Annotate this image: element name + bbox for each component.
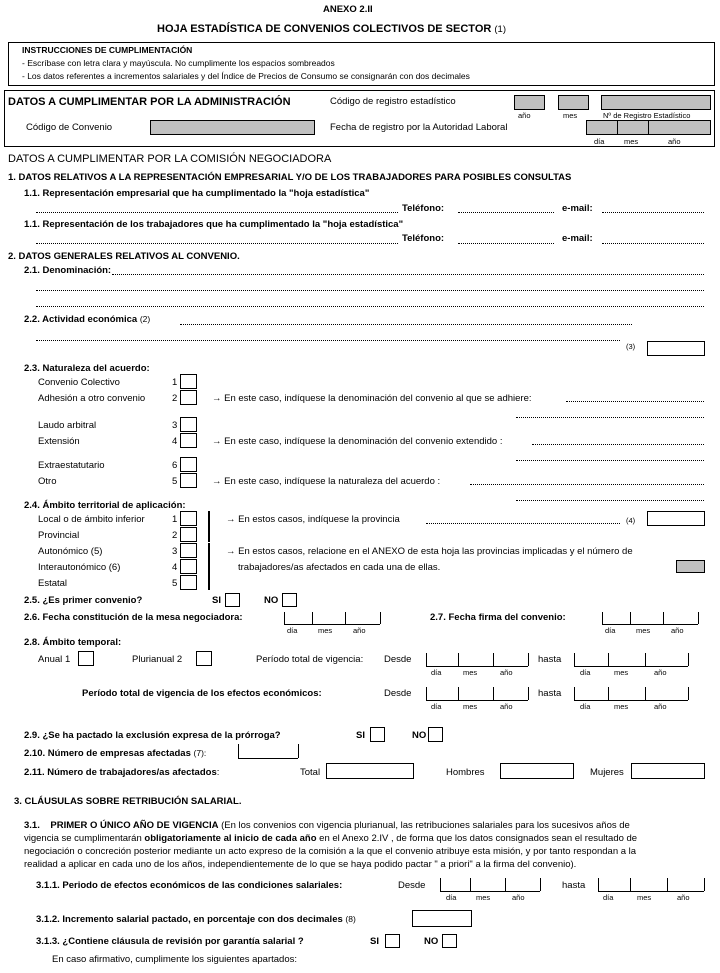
- instructions-line-1: - Escríbase con letra clara y mayúscula. No cumplimente los espacios sombreados: [22, 58, 335, 68]
- s2-heading: 2. DATOS GENERALES RELATIVOS AL CONVENIO.: [8, 251, 240, 262]
- amb-province-box[interactable]: [647, 511, 705, 526]
- q25-no-checkbox[interactable]: [282, 593, 297, 607]
- s3-p1-text1: (En los convenios con vigencia plurianual, las retribuciones salariales para los sucesivos años de: [218, 820, 630, 831]
- q24-label: 2.4. Ámbito territorial de aplicación:: [24, 500, 186, 511]
- reg-date-year-caption: año: [668, 137, 681, 146]
- q311-hasta-label: hasta: [562, 880, 586, 891]
- q311-desde-field[interactable]: [440, 891, 540, 892]
- q210-text: 2.10. Número de empresas afectadas: [24, 748, 191, 759]
- s3-heading: 3. CLÁUSULAS SOBRE RETRIBUCIÓN SALARIAL.: [14, 796, 242, 807]
- anual-num: 1: [64, 654, 71, 665]
- amb-province-line[interactable]: [426, 523, 620, 524]
- page-title-text: HOJA ESTADÍSTICA DE CONVENIOS COLECTIVOS DE SECTOR: [157, 23, 492, 35]
- reg-code-number-field[interactable]: [601, 95, 711, 110]
- q29-no-checkbox[interactable]: [428, 727, 443, 742]
- periodo-desde-field[interactable]: [426, 666, 528, 667]
- s1-q2-email-label: e-mail:: [562, 233, 593, 244]
- plurianual-checkbox[interactable]: [196, 651, 212, 666]
- instructions-line-2: - Los datos referentes a incrementos salariales y del Índice de Precios de Consumo se consignarán con dos decimales: [22, 71, 470, 81]
- q313-yes-checkbox[interactable]: [385, 934, 400, 948]
- s1-heading: 1. DATOS RELATIVOS A LA REPRESENTACIÓN EMPRESARIAL Y/O DE LOS TRABAJADORES PARA POSIBLES CONSULTAS: [8, 172, 572, 183]
- q26-day-caption: día: [287, 626, 298, 635]
- s3-p1-line-4: realidad a aplicar en cada uno de los años, independientemente de lo que se haya podido pactar " a priori" a la firma del convenio).: [24, 859, 577, 870]
- q21-line-1[interactable]: [112, 274, 704, 275]
- conv-code-field[interactable]: [150, 120, 315, 135]
- total-label: Total: [300, 767, 321, 778]
- periodo-eco-label: Período total de vigencia de los efectos económicos:: [82, 688, 322, 699]
- reg-number-caption: Nº de Registro Estadístico: [603, 111, 691, 120]
- nat-num-1: 1: [172, 377, 178, 388]
- q27-day-caption: día: [605, 626, 616, 635]
- eco-desde-field[interactable]: [426, 700, 528, 701]
- q313-no-checkbox[interactable]: [442, 934, 457, 948]
- s1-q1-email-label: e-mail:: [562, 203, 593, 214]
- hombres-label: Hombres: [446, 767, 485, 778]
- title-note: (1): [494, 24, 507, 35]
- q211-colon: :: [216, 767, 220, 778]
- q26-year-caption: año: [353, 626, 366, 635]
- note-4: (4): [626, 516, 636, 525]
- q21-label: 2.1. Denominación:: [24, 265, 112, 276]
- reg-date-month-caption: mes: [624, 137, 639, 146]
- amb-num-1: 1: [172, 514, 178, 525]
- eco-hasta-year: año: [654, 702, 667, 711]
- amb-num-4: 4: [172, 562, 178, 573]
- mujeres-field[interactable]: [631, 763, 705, 779]
- amb-label-interautonomico: Interautonómico (6): [38, 562, 121, 573]
- amb-num-3: 3: [172, 546, 178, 557]
- page-title: [157, 23, 506, 35]
- s3-p1-line-1: [24, 820, 714, 831]
- reg-code-year-field[interactable]: [514, 95, 545, 110]
- q25-label: 2.5. ¿Es primer convenio?: [24, 595, 143, 606]
- eco-desde-month: mes: [463, 702, 478, 711]
- q26-date-field[interactable]: [284, 624, 380, 625]
- amb-bracket-2: [208, 543, 210, 590]
- total-field[interactable]: [326, 763, 414, 779]
- q25-yes-label: SI: [212, 595, 221, 606]
- q27-label: 2.7. Fecha firma del convenio:: [430, 612, 566, 623]
- s1-q2-email-line[interactable]: [602, 243, 704, 244]
- eco-hasta-label: hasta: [538, 688, 562, 699]
- nat-num-5: 5: [172, 476, 178, 487]
- nat-checkbox-3[interactable]: [180, 417, 197, 432]
- periodo-hasta-year: año: [654, 668, 667, 677]
- q29-no-label: NO: [412, 730, 427, 741]
- nat-note-4-line-1[interactable]: [532, 444, 704, 445]
- nat-note-4-line-2[interactable]: [516, 460, 704, 461]
- q210-field[interactable]: [238, 758, 298, 759]
- plurianual-num: 2: [176, 654, 183, 665]
- nat-num-2: 2: [172, 393, 178, 404]
- q313-label: 3.1.3. ¿Contiene cláusula de revisión por garantía salarial ?: [36, 936, 304, 947]
- q210-note: (7):: [193, 748, 207, 758]
- plurianual-text: Plurianual: [132, 654, 175, 665]
- q311-label: 3.1.1. Periodo de efectos económicos de las condiciones salariales:: [36, 880, 343, 891]
- anual-checkbox[interactable]: [78, 651, 94, 666]
- nat-note-5: → En este caso, indíquese la naturaleza del acuerdo :: [212, 476, 441, 487]
- reg-month-caption: mes: [563, 111, 578, 120]
- q311-desde-month: mes: [476, 893, 491, 902]
- amb-num-5: 5: [172, 578, 178, 589]
- plurianual-label: [132, 654, 182, 665]
- periodo-hasta-month: mes: [614, 668, 629, 677]
- s3-p1-text2a: vigencia se cumplimentarán: [24, 833, 145, 844]
- q25-no-label: NO: [264, 595, 279, 606]
- q311-hasta-month: mes: [637, 893, 652, 902]
- s3-p1-text2b: obligatoriamente al inicio de cada año: [144, 833, 317, 844]
- amb-label-estatal: Estatal: [38, 578, 68, 589]
- nat-note-5-line-1[interactable]: [470, 484, 704, 485]
- s1-q1-phone-label: Teléfono:: [402, 203, 445, 214]
- q311-desde-day: día: [446, 893, 457, 902]
- q29-yes-label: SI: [356, 730, 365, 741]
- annex-label: ANEXO 2.II: [323, 4, 373, 15]
- periodo-desde-label: Desde: [384, 654, 412, 665]
- q26-label: 2.6. Fecha constitución de la mesa negociadora:: [24, 612, 243, 623]
- q311-hasta-day: día: [603, 893, 614, 902]
- nat-num-3: 3: [172, 420, 178, 431]
- q22-line-1[interactable]: [180, 324, 632, 325]
- eco-hasta-day: día: [580, 702, 591, 711]
- q311-hasta-field[interactable]: [598, 891, 704, 892]
- q27-year-caption: año: [671, 626, 684, 635]
- nat-label-extraestatutario: Extraestatutario: [38, 460, 105, 471]
- q210-label: [24, 748, 206, 759]
- q313-no-label: NO: [424, 936, 439, 947]
- periodo-hasta-field[interactable]: [574, 666, 688, 667]
- q22-text: 2.2. Actividad económica: [24, 314, 138, 325]
- amb-note-3a: → En estos casos, relacione en el ANEXO de esta hoja las provincias implicadas y el número de: [226, 546, 633, 557]
- amb-note-3b: trabajadores/as afectados en cada una de ellas.: [238, 562, 441, 573]
- note-3: (3): [626, 342, 636, 351]
- s1-q2-phone-label: Teléfono:: [402, 233, 445, 244]
- anual-text: Anual: [38, 654, 63, 665]
- amb-checkbox-3[interactable]: [180, 543, 197, 558]
- reg-year-caption: año: [518, 111, 531, 120]
- nat-checkbox-4[interactable]: [180, 433, 197, 448]
- q23-label: 2.3. Naturaleza del acuerdo:: [24, 363, 150, 374]
- s1-q1-phone-line[interactable]: [458, 212, 554, 213]
- eco-desde-day: día: [431, 702, 442, 711]
- s3-p1-title: PRIMER O ÚNICO AÑO DE VIGENCIA: [50, 820, 219, 831]
- q27-month-caption: mes: [636, 626, 651, 635]
- amb-checkbox-2[interactable]: [180, 527, 197, 542]
- q26-month-caption: mes: [318, 626, 333, 635]
- q311-desde-year: año: [512, 893, 525, 902]
- s1-q1-email-line[interactable]: [602, 212, 704, 213]
- nat-note-2-line-1[interactable]: [566, 401, 704, 402]
- s1-q1-name-line[interactable]: [36, 212, 398, 213]
- q22-line-2[interactable]: [36, 340, 620, 341]
- q22-label: [24, 314, 150, 325]
- conv-code-label: Código de Convenio: [26, 122, 113, 133]
- q312-note: (8): [345, 914, 356, 924]
- eco-hasta-field[interactable]: [574, 700, 688, 701]
- commission-heading: DATOS A CUMPLIMENTAR POR LA COMISIÓN NEGOCIADORA: [8, 153, 332, 165]
- nat-label-extension: Extensión: [38, 436, 80, 447]
- periodo-hasta-label: hasta: [538, 654, 562, 665]
- eco-hasta-month: mes: [614, 702, 629, 711]
- q311-desde-label: Desde: [398, 880, 426, 891]
- amb-num-2: 2: [172, 530, 178, 541]
- q311-hasta-year: año: [677, 893, 690, 902]
- instructions-heading: INSTRUCCIONES DE CUMPLIMENTACIÓN: [22, 45, 193, 55]
- nat-label-laudo: Laudo arbitral: [38, 420, 97, 431]
- s3-p1-line-3: negociación o concreción posterior mediante un acto expreso de la comisión a la que el convenio atribuye esta misión, y por tanto respondan a la: [24, 846, 637, 857]
- eco-desde-label: Desde: [384, 688, 412, 699]
- amb-workers-shaded-field[interactable]: [676, 560, 705, 573]
- nat-label-convenio: Convenio Colectivo: [38, 377, 120, 388]
- q21-line-3[interactable]: [36, 306, 704, 307]
- q313-yes-label: SI: [370, 936, 379, 947]
- q28-label: 2.8. Ámbito temporal:: [24, 637, 122, 648]
- nat-num-6: 6: [172, 460, 178, 471]
- periodo-label: Período total de vigencia:: [256, 654, 364, 665]
- s3-p1-line-2: [24, 833, 637, 844]
- q211-label: [24, 767, 219, 778]
- anual-label: [38, 654, 70, 665]
- amb-label-provincial: Provincial: [38, 530, 80, 541]
- s1-q2-phone-line[interactable]: [458, 243, 554, 244]
- q29-label: 2.9. ¿Se ha pactado la exclusión expresa de la prórroga?: [24, 730, 281, 741]
- reg-date-label: Fecha de registro por la Autoridad Laboral: [330, 122, 508, 133]
- amb-label-autonomico: Autonómico (5): [38, 546, 103, 557]
- amb-checkbox-5[interactable]: [180, 575, 197, 590]
- periodo-desde-year: año: [500, 668, 513, 677]
- s1-q2-name-line[interactable]: [36, 243, 398, 244]
- nat-num-4: 4: [172, 436, 178, 447]
- eco-desde-year: año: [500, 702, 513, 711]
- nat-label-otro: Otro: [38, 476, 57, 487]
- reg-day-caption: día: [594, 137, 605, 146]
- admin-heading: DATOS A CUMPLIMENTAR POR LA ADMINISTRACIÓN: [8, 96, 291, 108]
- q22-note: (2): [139, 314, 151, 324]
- periodo-hasta-day: día: [580, 668, 591, 677]
- periodo-desde-day: día: [431, 668, 442, 677]
- q27-date-field[interactable]: [602, 624, 698, 625]
- nat-note-2: → En este caso, indíquese la denominación del convenio al que se adhiere:: [212, 393, 532, 404]
- q22-code-box[interactable]: [647, 341, 705, 356]
- nat-note-2-line-2[interactable]: [516, 417, 704, 418]
- q25-yes-checkbox[interactable]: [225, 593, 240, 607]
- mujeres-label: Mujeres: [590, 767, 624, 778]
- q29-yes-checkbox[interactable]: [370, 727, 385, 742]
- amb-label-local: Local o de ámbito inferior: [38, 514, 145, 525]
- q312-text: 3.1.2. Incremento salarial pactado, en porcentaje con dos decimales: [36, 914, 343, 925]
- nat-checkbox-2[interactable]: [180, 390, 197, 405]
- amb-checkbox-1[interactable]: [180, 511, 197, 526]
- q312-field[interactable]: [412, 910, 472, 927]
- q313-sub-text: En caso afirmativo, cumplimente los siguientes apartados:: [52, 954, 298, 965]
- s1-q2-label: 1.1. Representación de los trabajadores que ha cumplimentado la "hoja estadística": [24, 219, 404, 230]
- s3-p1-text2c: en el Anexo 2.IV , de forma que los datos consignados sean el resultado de: [316, 833, 638, 844]
- amb-checkbox-4[interactable]: [180, 559, 197, 574]
- s3-p1-num: 3.1.: [24, 820, 40, 831]
- hombres-field[interactable]: [500, 763, 574, 779]
- periodo-desde-month: mes: [463, 668, 478, 677]
- nat-note-4: → En este caso, indíquese la denominación del convenio extendido :: [212, 436, 503, 447]
- q211-text: 2.11. Número de trabajadores/as afectados: [24, 767, 217, 778]
- nat-checkbox-6[interactable]: [180, 457, 197, 472]
- q312-label: [36, 914, 356, 925]
- s1-q1-label: 1.1. Representación empresarial que ha cumplimentado la "hoja estadística": [24, 188, 370, 199]
- nat-note-5-line-2[interactable]: [516, 500, 704, 501]
- nat-label-adhesion: Adhesión a otro convenio: [38, 393, 146, 404]
- nat-checkbox-1[interactable]: [180, 374, 197, 389]
- reg-code-label: Código de registro estadístico: [330, 96, 456, 107]
- amb-note-1: → En estos casos, indíquese la provincia: [226, 514, 400, 525]
- q21-line-2[interactable]: [36, 290, 704, 291]
- nat-checkbox-5[interactable]: [180, 473, 197, 488]
- reg-code-month-field[interactable]: [558, 95, 589, 110]
- amb-bracket-1: [208, 511, 210, 542]
